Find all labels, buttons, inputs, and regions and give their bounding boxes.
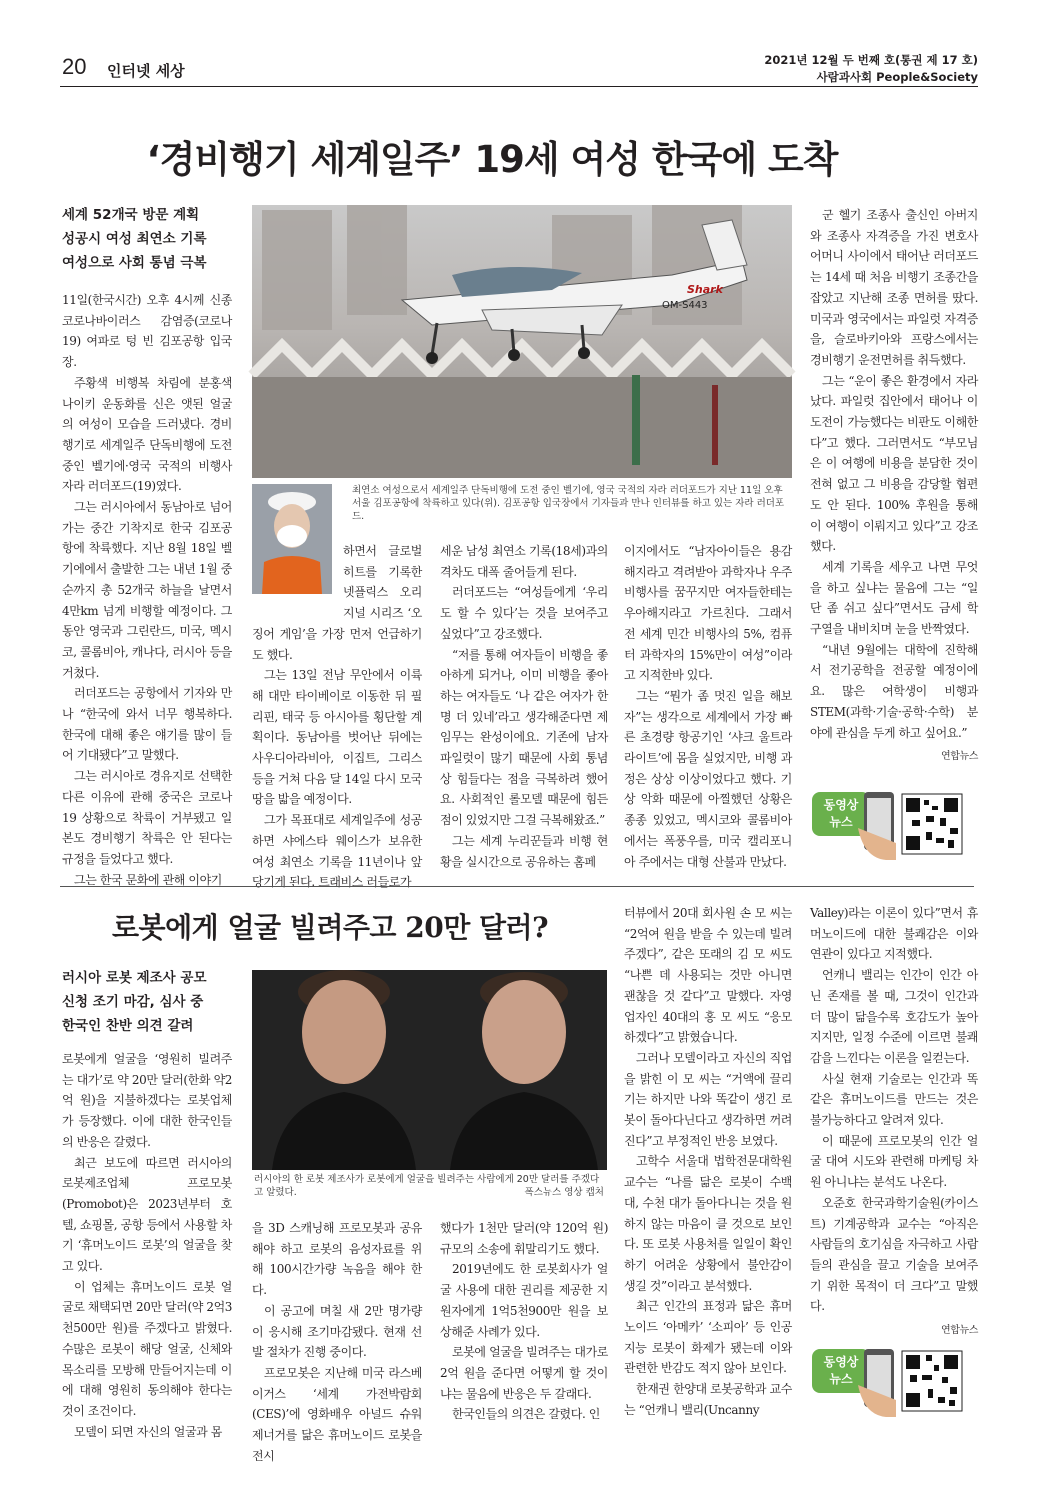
paragraph: 이 때문에 프로모봇의 인간 얼굴 대여 시도와 관련해 마케팅 차원 아니냐는 분석도 나온다. (810, 1133, 978, 1190)
paragraph: 로봇에게 얼굴을 ‘영원히 빌려주는 대가’로 약 20만 달러(한화 약2억 원)을 지불하겠다는 로봇업체가 등장했다. 이에 대한 한국인들의 반응은 갈렸다. (62, 1052, 232, 1149)
paragraph: 한재권 한양대 로봇공학과 교수는 “언캐니 밸리(Uncanny (624, 1382, 792, 1417)
article1-column-2 (252, 541, 422, 890)
paragraph: 언캐니 밸리는 인간이 인간 아닌 존재를 볼 때, 그것이 인간과 더 많이 닮을수록 호감도가 높아지지만, 일정 수준에 이르면 불쾌감을 느낀다는 이론을 일컫는다. (810, 968, 978, 1065)
subhead-line: 세계 52개국 방문 계획 (62, 207, 200, 223)
paragraph: “저를 통해 여자들이 비행을 좋아하게 되거나, 이미 비행을 좋아하는 여자들도 ‘나 같은 여자가 한 명 더 있네’라고 생각해준다면 제 임무는 완성이에요. 기존에 남자 파일럿이 많기 때문에 사회 통념상 힘들다는 점을 극복하려 했어요. 사회적인 롤모델 때문에 힘든 점이 있었지만 그걸 극복해왔죠.” (440, 647, 608, 828)
paragraph: Valley)라는 이론이 있다”면서 휴머노이드에 대한 불쾌감은 이와 연관이 있다고 지적했다. (810, 906, 978, 962)
robot-company-founders-photo (252, 970, 607, 1170)
paragraph: 터뷰에서 20대 회사원 손 모 씨는 “2억여 원을 받을 수 있는데 빌려주겠다”, 같은 또래의 김 모 씨도 “나쁜 데 사용되는 것만 아니면 괜찮을 것 같다”고 말했다. 자영업자인 40대의 홍 모 씨도 “응모하겠다”고 밝혔습니다. (624, 906, 792, 1045)
paragraph: 이 공고에 며칠 새 2만 명가량이 응시해 조기마감됐다. 현재 선발 절차가 진행 중이다. (252, 1303, 422, 1360)
paragraph: 사실 현재 기술로는 인간과 똑같은 휴머노이드를 만드는 것은 불가능하다고 알려져 있다. (810, 1071, 978, 1128)
article1-credit: 연합뉴스 (940, 751, 978, 763)
subhead-line: 여성으로 사회 통념 극복 (62, 255, 207, 271)
founders-illustration (252, 970, 607, 1170)
paragraph: 최근 인간의 표정과 닮은 휴머노이드 ‘아메카’ ‘소피아’ 등 인공지능 로봇이 화제가 됐는데 이와 관련한 반감도 적지 않아 보인다. (624, 1299, 792, 1376)
video-label-line: 동영상 (823, 798, 859, 812)
article1-video-qr[interactable] (812, 788, 972, 862)
subhead-line: 신청 조기 마감, 심사 중 (62, 994, 204, 1010)
paragraph: 11일(한국시간) 오후 4시께 신종 코로나바이러스 감염증(코로나19) 여파로 텅 빈 김포공항 입국장. (62, 293, 232, 370)
article2-column-2 (252, 1218, 422, 1463)
paragraph: 그는 한국 문화에 관해 이야기 (74, 872, 222, 887)
article1-caption: 최연소 여성으로서 세계일주 단독비행에 도전 중인 벨기에, 영국 국적의 자라 러더포드가 지난 11일 오후 서울 김포공항에 착륙하고 있다(위). 김포공항 입국장에서 기자들과 만나 인터뷰를 하고 있는 자라 러더포드. (352, 485, 785, 522)
aircraft-brand-text: Shark (687, 283, 723, 296)
article1-headline: ‘경비행기 세계일주’ 19세 여성 한국에 도착 (146, 138, 838, 181)
paragraph: 그는 러시아에서 동남아로 넘어가는 중간 기착지로 한국 김포공항에 착륙했다. 지난 8월 18일 벨기에에서 출발한 그는 내년 1월 중순까지 총 52개국 하늘을 날면서 4만km 넘게 비행할 예정이다. 그동안 영국과 그린란드, 미국, 멕시코, 콜롬비아, 캐나다, 러시아 등을 거쳤다. (62, 500, 232, 680)
paragraph: 그는 13일 전남 무안에서 이륙해 대만 타이베이로 이동한 뒤 필리핀, 태국 등 아시아를 횡단할 계획이다. 동남아를 벗어난 뒤에는 사우디아라비아, 이집트, 그리스 등을 거쳐 다음 달 14일 다시 모국 땅을 밟을 예정이다. (252, 668, 422, 807)
article-divider (60, 886, 974, 887)
paragraph: 러더포드는 공항에서 기자와 만나 “한국에 와서 너무 행복하다. 한국에 대해 좋은 얘기를 많이 들어 기대됐다”고 말했다. (62, 686, 232, 763)
issue-info: 2021년 12월 두 번째 호(통권 제 17 호) (764, 53, 978, 67)
paragraph: 2019년에도 한 로봇회사가 얼굴 사용에 대한 권리를 제공한 지원자에게 1억5천900만 원을 보상해준 사례가 있다. (440, 1262, 608, 1339)
paragraph: 을 3D 스캐닝해 프로모봇과 공유해야 하고 로봇의 음성자료를 위해 100시간가량 녹음을 해야 한다. (252, 1221, 422, 1298)
article1-subheads (62, 203, 242, 275)
paragraph: 모델이 되면 자신의 얼굴과 몸 (74, 1424, 222, 1439)
paragraph: 오준호 한국과학기술원(카이스트) 기계공학과 교수는 “아직은 사람들의 호기심을 자극하고 사람들의 관심을 끌고 기술을 보여주기 위한 목적이 더 크다”고 말했다. (810, 1195, 978, 1314)
section-title: 인터넷 세상 (107, 62, 185, 80)
caption-credit: 폭스뉴스 영상 캡처 (524, 1187, 604, 1198)
news-label-line: 뉴스 (829, 815, 853, 829)
article2-column-3 (440, 1218, 608, 1430)
paragraph: 군 헬기 조종사 출신인 아버지와 조종사 자격증을 가진 변호사 어머니 사이에서 태어난 러더포드는 14세 때 처음 비행기 조종간을 잡았고 지난해 조종 면허를 땄다. 미국과 영국에서는 파일럿 자격증을, 슬로바키아와 프랑스에서는 경비행기 운전면허를 취득했다. (810, 208, 978, 367)
paragraph: 이지에서도 “남자아이들은 용감해지라고 격려받아 과학자나 우주 비행사를 꿈꾸지만 여자들한테는 우아해지라고 가르친다. 그래서 전 세계 민간 비행사의 5%, 컴퓨터 과학자의 15%만이 여성”이라고 지적한바 있다. (624, 544, 792, 683)
article2-column-5 (810, 903, 978, 1337)
paragraph: 프로모봇은 지난해 미국 라스베이거스 ‘세계 가전박람회(CES)’에 영화배우 아널드 슈워제너거를 닮은 휴머노이드 로봇을 전시 (252, 1365, 422, 1463)
article2-column-4 (624, 903, 792, 1430)
paragraph: 이 업체는 휴머노이드 로봇 얼굴로 채택되면 20만 달러(약 2억3천500만 원)를 주겠다고 밝혔다. 수많은 로봇이 해당 얼굴, 신체와 목소리를 모방해 만들어지는데 이에 대해 영원히 동의해야 한다는 것이 조건이다. (62, 1279, 232, 1418)
article1-column-5 (810, 205, 978, 775)
paragraph: 최근 보도에 따르면 러시아의 로봇제조업체 프로모봇(Promobot)은 2023년부터 호텔, 쇼핑몰, 공항 등에서 사용할 차기 ‘휴머노이드 로봇’의 얼굴을 찾고 있다. (62, 1155, 232, 1274)
paragraph: 했다가 1천만 달러(약 120억 원) 규모의 소송에 휘말리기도 했다. (440, 1221, 608, 1256)
paragraph: 그는 “운이 좋은 환경에서 자라났다. 파일럿 집안에서 태어나 이 도전이 가능했다는 비판도 이해한다”고 했다. 그러면서도 “부모님은 이 여행에 비용을 분담한 것이 전혀 없고 그 비용을 감당할 협편도 안 된다. 100% 후원을 통해 이 여행이 이뤄지고 있다”고 강조했다. (810, 373, 978, 554)
subhead-line: 러시아 로봇 제조사 공모 (62, 970, 207, 986)
paragraph: 세운 남성 최연소 기록(18세)과의 격차도 대폭 줄어들게 된다. (440, 544, 608, 579)
paragraph: 그는 세계 누리꾼들과 비행 현황을 실시간으로 공유하는 홈페 (440, 833, 608, 869)
article2-credit: 연합뉴스 (940, 1325, 978, 1337)
article2-caption (254, 1173, 604, 1199)
paragraph: 그는 러시아로 경유지로 선택한 다른 이유에 관해 중국은 코로나19 상황으로 착륙이 거부됐고 일본도 경비행기 착륙은 안 된다는 규정을 들었다고 했다. (62, 769, 232, 866)
article2-column-1 (62, 1049, 232, 1439)
news-label-line: 뉴스 (829, 1372, 853, 1386)
plane-photo-illustration (252, 205, 792, 478)
plane-landing-photo (252, 205, 792, 478)
paragraph: 하면서 글로벌 히트를 기록한 넷플릭스 오리지널 시리즈 ‘오징어 게임’을 가장 먼저 언급하기도 했다. (252, 544, 422, 662)
article2-video-qr[interactable] (812, 1345, 972, 1419)
paragraph: 러더포드는 “여성들에게 ‘우리도 할 수 있다’는 것을 보여주고 싶었다”고 강조했다. (440, 585, 608, 641)
page-number: 20 (62, 54, 87, 79)
paragraph: 그는 “뭔가 좀 멋진 일을 해보자”는 생각으로 세계에서 가장 빠른 초경량 항공기인 ‘샤크 울트라라이트’에 몸을 실었지만, 비행 과정은 상상 이상이었다고 했다. 기상 악화 때문에 아찔했던 상황은 종종 있었고, 멕시코와 콜롬비아에서는 폭풍우를, 미국 캘리포니아 주에서는 대형 산불과 만났다. (624, 688, 792, 869)
article2-subheads (62, 966, 242, 1038)
caption-text: 러시아의 한 로봇 제조사가 로봇에게 얼굴을 빌려주는 사람에게 20만 달러를 주겠다고 알렸다. (254, 1174, 600, 1198)
paragraph: 한국인들의 의견은 갈렸다. 인 (452, 1407, 600, 1422)
paragraph: 세계 기록을 세우고 나면 무엇을 하고 싶냐는 물음에 그는 “일단 좀 쉬고 싶다”면서도 금세 학구열을 내비치며 눈을 반짝였다. (810, 559, 978, 637)
phone-qr-icon (856, 1345, 972, 1419)
article1-column-4 (624, 541, 792, 877)
paragraph: 그러나 모델이라고 자신의 직업을 밝힌 이 모 씨는 “거액에 끌리기는 하지만 나와 똑같이 생긴 로봇이 돌아다닌다고 생각하면 꺼려진다”고 부정적인 반응 보였다. (624, 1050, 792, 1148)
paragraph: 고학수 서울대 법학전문대학원 교수는 “나를 닮은 로봇이 수백 대, 수천 대가 돌아다니는 것을 원하지 않는 마음이 클 것으로 보인다. 또 로봇 사용처를 일일이 확인하기 어려운 상황에서 불안감이 생길 것”이라고 분석했다. (624, 1154, 792, 1293)
paragraph: “내년 9월에는 대학에 진학해서 전기공학을 전공할 예정이에요. 많은 여학생이 비행과 STEM(과학·기술·공학·수학) 분야에 관심을 두게 하고 싶어요.” (810, 642, 978, 740)
paragraph: 주황색 비행복 차림에 분홍색 나이키 운동화를 신은 앳된 얼굴의 여성이 모습을 드러냈다. 경비행기로 세계일주 단독비행에 도전 중인 벨기에·영국 국적의 비행사 자라 러더포드(19)였다. (62, 375, 232, 494)
subhead-line: 한국인 찬반 의견 갈려 (62, 1018, 194, 1034)
phone-qr-icon (856, 788, 972, 862)
paragraph: 그가 목표대로 세계일주에 성공하면 샤에스타 웨이스가 보유한 여성 최연소 기록을 11년이나 앞당기게 된다. 트래비스 러들로가 (252, 813, 422, 890)
portrait-wrap-space (252, 541, 343, 604)
publication-name: 사람과사회 People&Society (816, 70, 978, 84)
aircraft-registration-text: OM-S443 (662, 300, 708, 311)
video-label-line: 동영상 (823, 1355, 859, 1369)
article1-column-3 (440, 541, 608, 877)
paragraph: 로봇에 얼굴을 빌려주는 대가로 2억 원을 준다면 어떻게 할 것이냐는 물음에 반응은 두 갈래다. (440, 1345, 608, 1401)
article1-column-1 (62, 290, 232, 887)
subhead-line: 성공시 여성 최연소 기록 (62, 231, 207, 247)
header-rule (60, 86, 978, 87)
article2-headline: 로봇에게 얼굴 빌려주고 20만 달러? (112, 911, 548, 944)
